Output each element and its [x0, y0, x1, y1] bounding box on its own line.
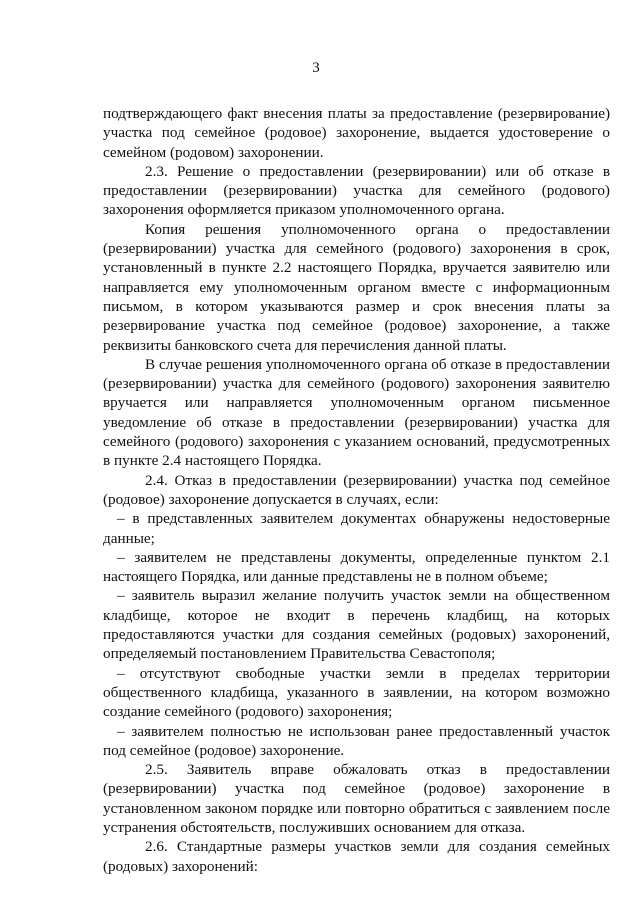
paragraph-2-4: 2.4. Отказ в предоставлении (резервировании) участка под семейное (родовое) захоронение допускается в случаях, если:	[103, 471, 610, 508]
list-item-no-free-plots: – отсутствуют свободные участки земли в пределах территории общественного кладбища, указанного в заявлении, на котором возможно создание семейного (родового) захоронения;	[103, 664, 610, 721]
paragraph-continuation: подтверждающего факт внесения платы за предоставление (резервирование) участка под семейное (родовое) захоронение, выдается удостоверение о семейном (родовом) захоронении.	[103, 105, 610, 161]
paragraph-2-5: 2.5. Заявитель вправе обжаловать отказ в предоставлении (резервировании) участка под семейное (родовое) захоронение в установленном законом порядке или повторно обратиться с заявлением после устранения обстоятельств, послуживших основанием для отказа.	[103, 761, 610, 836]
paragraph-decision-copy: Копия решения уполномоченного органа о предоставлении (резервировании) участка для семейного (родового) захоронения в срок, установленный в пункте 2.2 настоящего Порядка, вручается заявителю или направляется ему уполномоченным органом вместе с информационным письмом, в котором указываются размер и срок внесения платы за резервирование участка под семейное (родовое) захоронение, а также реквизиты банковского счета для перечисления данной платы.	[103, 220, 610, 354]
paragraph-refusal-notice: В случае решения уполномоченного органа об отказе в предоставлении (резервировании) участка для семейного (родового) захоронения заявителю вручается или направляется уполномоченным органом письменное уведомление об отказе в предоставлении (резервировании) участка для семейного (родового) захоронения с указанием оснований, предусмотренных в пункте 2.4 настоящего Порядка.	[103, 355, 610, 470]
list-item-missing-documents: – заявителем не представлены документы, определенные пунктом 2.1 настоящего Порядка, или данные представлены не в полном объеме;	[103, 548, 610, 586]
list-item-invalid-data: – в представленных заявителем документах обнаружены недостоверные данные;	[103, 510, 610, 547]
list-item-unused-plot: – заявителем полностью не использован ранее предоставленный участок под семейное (родовое) захоронение.	[103, 722, 610, 759]
paragraph-2-6: 2.6. Стандартные размеры участков земли для создания семейных (родовых) захоронений:	[103, 838, 610, 875]
paragraph-2-3: 2.3. Решение о предоставлении (резервировании) или об отказе в предоставлении (резервировании) участка для семейного (родового) захоронения оформляется приказом уполномоченного органа.	[103, 162, 610, 219]
page-number: 3	[312, 60, 320, 76]
document-body	[103, 104, 610, 876]
list-item-cemetery-not-listed: – заявитель выразил желание получить участок земли на общественном кладбище, которое не входит в перечень кладбищ, на которых предоставляются участки для создания семейных (родовых) захоронений, определяемый постановлением Правительства Севастополя;	[103, 587, 610, 663]
